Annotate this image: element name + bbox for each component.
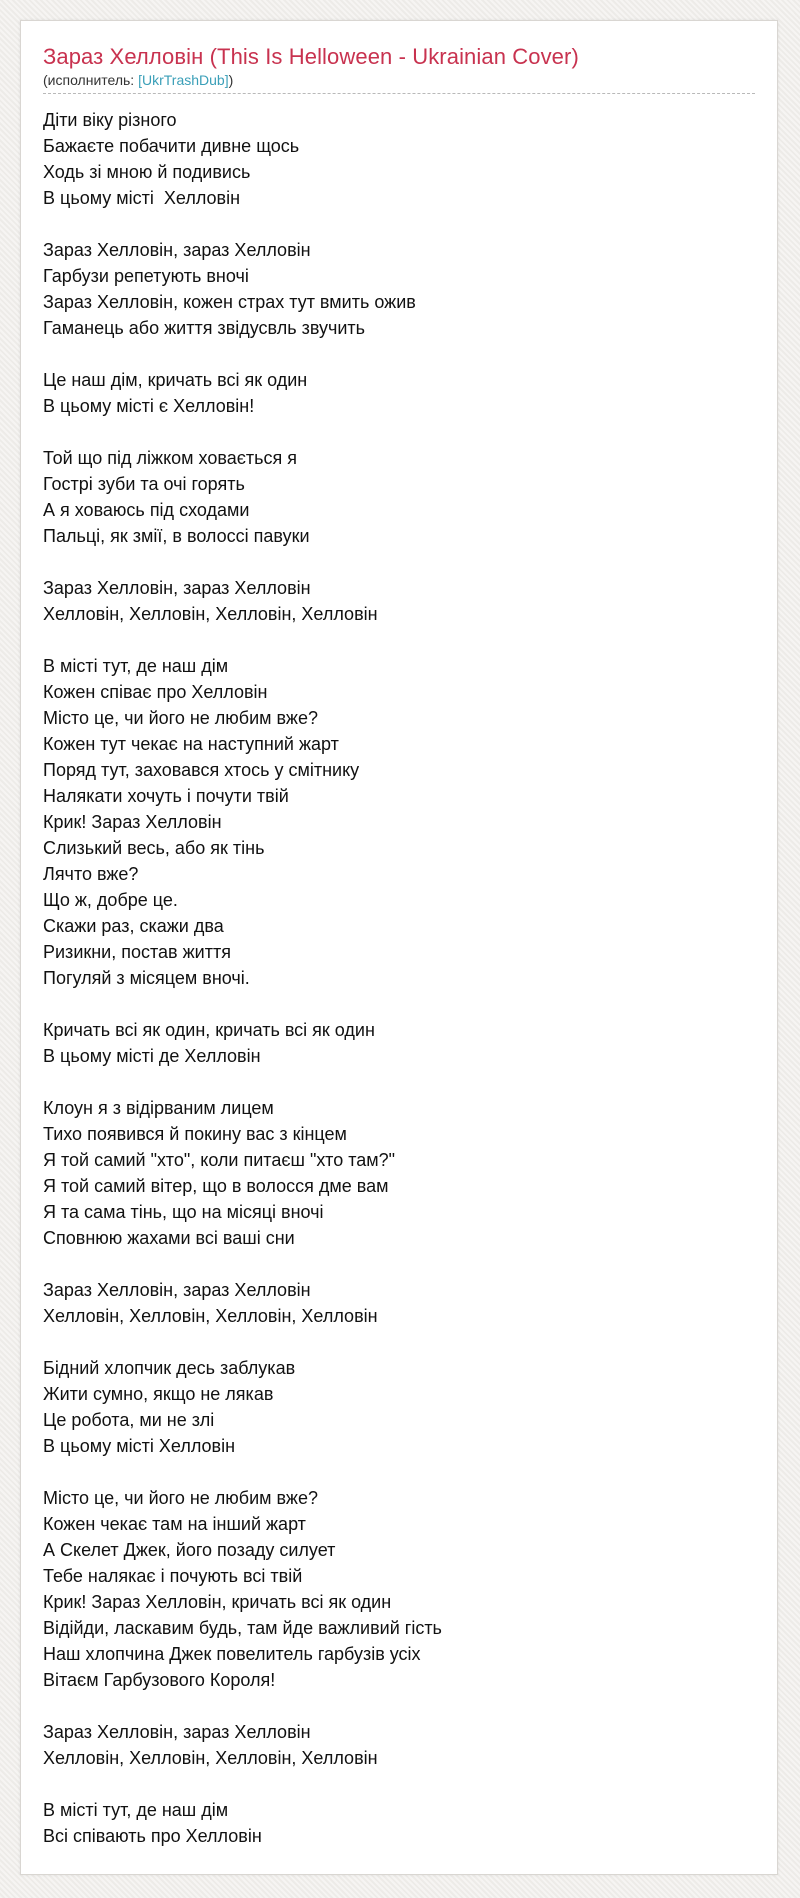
- artist-prefix: (исполнитель:: [43, 72, 139, 88]
- lyric-line: Це робота, ми не злі: [43, 1410, 215, 1430]
- lyrics-stanza: [43, 1485, 755, 1693]
- lyrics-stanza: [43, 1797, 755, 1849]
- lyric-line: Поряд тут, заховався хтось у смітнику: [43, 760, 360, 780]
- lyric-line: Це наш дім, кричать всі як один: [43, 370, 308, 390]
- lyric-line: Місто це, чи його не любим вже?: [43, 1488, 318, 1508]
- lyric-line: А я ховаюсь під сходами: [43, 500, 250, 520]
- lyric-line: Кожен тут чекає на наступний жарт: [43, 734, 339, 754]
- lyric-line: В цьому місті Хелловін: [43, 188, 241, 208]
- lyric-line: Той що під ліжком ховається я: [43, 448, 298, 468]
- artist-link[interactable]: [UkrTrashDub]: [138, 72, 229, 88]
- lyrics-stanza: [43, 445, 755, 549]
- lyric-line: Налякати хочуть і почути твій: [43, 786, 289, 806]
- lyrics-stanza: [43, 1719, 755, 1771]
- lyric-line: Місто це, чи його не любим вже?: [43, 708, 318, 728]
- lyric-line: В місті тут, де наш дім: [43, 1800, 229, 1820]
- lyric-line: А Скелет Джек, його позаду силует: [43, 1540, 336, 1560]
- lyric-line: Зараз Хелловін, зараз Хелловін: [43, 1280, 311, 1300]
- lyric-line: Скажи раз, скажи два: [43, 916, 224, 936]
- lyric-line: Лячто вже?: [43, 864, 139, 884]
- lyric-line: Всі співають про Хелловін: [43, 1826, 262, 1846]
- lyric-line: Слизький весь, або як тінь: [43, 838, 265, 858]
- lyrics-stanza: [43, 1355, 755, 1459]
- lyric-line: В місті тут, де наш дім: [43, 656, 229, 676]
- lyric-line: Крик! Зараз Хелловін: [43, 812, 222, 832]
- lyrics-stanza: [43, 1017, 755, 1069]
- lyric-line: Сповнюю жахами всі ваші сни: [43, 1228, 295, 1248]
- lyric-line: Ризикни, постав життя: [43, 942, 231, 962]
- song-title: Зараз Хелловін (This Is Helloween - Ukrainian Cover): [43, 44, 579, 69]
- lyric-line: Крик! Зараз Хелловін, кричать всі як один: [43, 1592, 392, 1612]
- lyrics-stanza: [43, 653, 755, 991]
- lyric-line: Зараз Хелловін, кожен страх тут вмить ожив: [43, 292, 416, 312]
- divider: [43, 93, 755, 94]
- lyric-line: В цьому місті є Хелловін!: [43, 396, 255, 416]
- lyric-line: Діти віку різного: [43, 110, 177, 130]
- lyric-line: Відійди, ласкавим будь, там йде важливий гість: [43, 1618, 442, 1638]
- lyric-line: Бажаєте побачити дивне щось: [43, 136, 300, 156]
- lyric-line: Гострі зуби та очі горять: [43, 474, 245, 494]
- lyric-line: Я той самий "хто", коли питаєш "хто там?": [43, 1150, 396, 1170]
- lyric-line: Ходь зі мною й подивись: [43, 162, 251, 182]
- lyric-line: В цьому місті де Хелловін: [43, 1046, 261, 1066]
- lyrics-stanza: [43, 237, 755, 341]
- lyrics-stanza: [43, 1095, 755, 1251]
- lyric-line: Зараз Хелловін, зараз Хелловін: [43, 1722, 311, 1742]
- lyric-line: Кожен чекає там на інший жарт: [43, 1514, 306, 1534]
- lyric-line: Наш хлопчина Джек повелитель гарбузів усіх: [43, 1644, 421, 1664]
- lyric-line: Жити сумно, якщо не лякав: [43, 1384, 274, 1404]
- lyrics-body: [43, 107, 755, 1849]
- lyric-line: Я та сама тінь, що на місяці вночі: [43, 1202, 324, 1222]
- lyric-line: Гарбузи репетують вночі: [43, 266, 249, 286]
- lyric-line: Пальці, як змії, в волоссі павуки: [43, 526, 310, 546]
- lyric-line: Зараз Хелловін, зараз Хелловін: [43, 240, 311, 260]
- lyric-line: Я той самий вітер, що в волосся дме вам: [43, 1176, 389, 1196]
- lyric-line: Хелловін, Хелловін, Хелловін, Хелловін: [43, 604, 378, 624]
- lyric-line: Тихо появився й покину вас з кінцем: [43, 1124, 347, 1144]
- lyrics-stanza: [43, 575, 755, 627]
- lyrics-stanza: [43, 107, 755, 211]
- lyric-line: Бідний хлопчик десь заблукав: [43, 1358, 296, 1378]
- artist-line: [43, 71, 755, 89]
- lyrics-card: [20, 20, 778, 1875]
- lyric-line: Клоун я з відірваним лицем: [43, 1098, 274, 1118]
- lyric-line: Кожен співає про Хелловін: [43, 682, 268, 702]
- lyric-line: Гаманець або життя звідусвль звучить: [43, 318, 366, 338]
- lyric-line: Зараз Хелловін, зараз Хелловін: [43, 578, 311, 598]
- lyric-line: Що ж, добре це.: [43, 890, 178, 910]
- lyric-line: Тебе налякає і почують всі твій: [43, 1566, 303, 1586]
- artist-suffix: ): [228, 72, 234, 88]
- lyric-line: Кричать всі як один, кричать всі як один: [43, 1020, 375, 1040]
- lyric-line: В цьому місті Хелловін: [43, 1436, 236, 1456]
- lyric-line: Вітаєм Гарбузового Короля!: [43, 1670, 276, 1690]
- lyric-line: Хелловін, Хелловін, Хелловін, Хелловін: [43, 1306, 378, 1326]
- lyric-line: Хелловін, Хелловін, Хелловін, Хелловін: [43, 1748, 378, 1768]
- lyrics-stanza: [43, 367, 755, 419]
- lyrics-stanza: [43, 1277, 755, 1329]
- lyric-line: Погуляй з місяцем вночі.: [43, 968, 250, 988]
